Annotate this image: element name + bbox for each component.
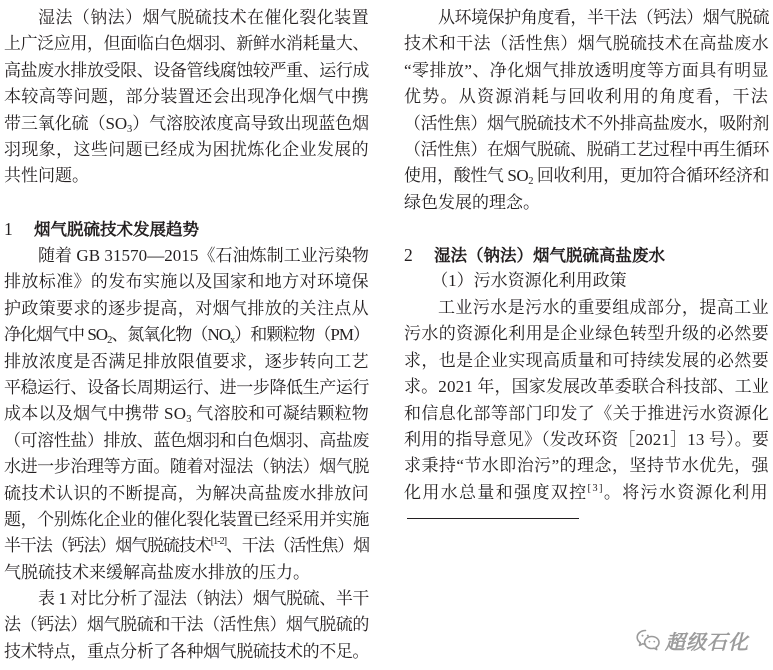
text-run: 、干法（活性焦）烟 bbox=[226, 536, 369, 556]
text-run: 本较高等问题，部分装置还会出现净化烟气中携 bbox=[4, 87, 369, 107]
text-run: 求，也是企业实现高质量和可持续发展的必然要 bbox=[404, 350, 769, 370]
text-line bbox=[404, 348, 770, 374]
subscript: 2 bbox=[107, 335, 112, 347]
text-line bbox=[4, 111, 370, 137]
section-title: 湿法（钠法）烟气脱硫高盐废水 bbox=[434, 246, 665, 265]
text-run: ）气溶胶浓度高导致出现蓝色烟 bbox=[132, 113, 370, 133]
text-line bbox=[404, 321, 770, 347]
text-run: 污水的资源化利用是企业绿色转型升级的必然要 bbox=[404, 324, 769, 344]
text-run: 半干法（钙法）烟气脱硫技术 bbox=[4, 536, 211, 556]
watermark-text: 超级石化 bbox=[665, 629, 749, 654]
text-line bbox=[4, 31, 370, 57]
text-line bbox=[4, 349, 370, 375]
text-run: 、氮氧化物（NO bbox=[111, 325, 231, 345]
text-run: 技术特点，重点分析了各种烟气脱硫技术的不足。 bbox=[4, 641, 369, 661]
text-run: 利用的指导意见》（发改环资［2021］13 号）。要 bbox=[404, 429, 769, 449]
text-line bbox=[404, 5, 770, 31]
section-1-paragraph-1 bbox=[4, 243, 370, 586]
text-line bbox=[4, 481, 370, 507]
text-run: 随着 GB 31570—2015《石油炼制工业污染物 bbox=[38, 246, 369, 265]
text-run: 平稳运行、设备长周期运行、进一步降低生产运行 bbox=[4, 377, 369, 397]
text-run: 护政策要求的逐步提高，对烟气排放的关注点从 bbox=[4, 298, 369, 318]
text-run: 高盐废水排放受限、设备管线腐蚀较严重、运行成 bbox=[4, 60, 369, 80]
watermark bbox=[636, 626, 749, 654]
text-run: 求。2021 年，国家发展改革委联合科技部、工业 bbox=[404, 377, 769, 397]
text-line bbox=[404, 58, 770, 84]
text-run: 成本以及烟气中携带 SO bbox=[4, 404, 187, 424]
section-number: 2 bbox=[404, 245, 413, 265]
text-line bbox=[4, 322, 370, 348]
section-title: 烟气脱硫技术发展趋势 bbox=[34, 220, 199, 239]
text-run: 上广泛应用，但面临白色烟羽、新鲜水消耗量大、 bbox=[4, 34, 369, 54]
text-line bbox=[4, 296, 370, 322]
right-column bbox=[404, 0, 770, 670]
text-line bbox=[4, 533, 370, 559]
left-intro-paragraph bbox=[4, 5, 370, 190]
citation-marker: [3] bbox=[587, 482, 604, 494]
text-run: 和信息化部等部门印发了《关于推进污水资源化 bbox=[404, 403, 769, 423]
section-2-heading bbox=[404, 242, 770, 268]
text-run: 技术和干法（活性焦）烟气脱硫技术在高盐废水 bbox=[404, 34, 769, 54]
text-line bbox=[404, 111, 770, 137]
text-line bbox=[4, 454, 370, 480]
text-run: 羽现象，这些问题已经成为困扰炼化企业发展的 bbox=[4, 139, 369, 159]
section-2-paragraph-1 bbox=[404, 295, 770, 506]
subscript: x bbox=[230, 335, 235, 347]
text-line bbox=[4, 639, 370, 665]
citation-marker: [1-2] bbox=[210, 536, 226, 548]
text-line bbox=[404, 427, 770, 453]
text-run: 共性问题。 bbox=[4, 166, 89, 186]
text-run: 绿色发展的理念。 bbox=[404, 192, 540, 212]
text-line bbox=[4, 137, 370, 163]
subscript: 3 bbox=[127, 123, 133, 135]
text-line bbox=[4, 507, 370, 533]
text-run: 排放浓度是否满足排放限值要求，逐步转向工艺 bbox=[4, 351, 369, 371]
text-run: 求秉持“节水即治污”的理念，坚持节水优先，强 bbox=[404, 456, 769, 476]
text-line bbox=[4, 269, 370, 295]
text-run: “零排放”、净化烟气排放透明度等方面具有明显 bbox=[404, 60, 769, 80]
text-run: 使用，酸性气 SO bbox=[404, 166, 529, 186]
text-run: （可溶性盐）排放、蓝色烟羽和白色烟羽、高盐废 bbox=[4, 430, 369, 450]
left-column bbox=[4, 0, 370, 670]
text-run: 。将污水资源化利用 bbox=[603, 482, 770, 502]
text-run: 气溶胶和可凝结颗粒物 bbox=[191, 404, 370, 424]
section-number: 1 bbox=[4, 219, 13, 239]
text-line bbox=[404, 401, 770, 427]
subscript: 3 bbox=[186, 414, 192, 426]
subscript: 2 bbox=[528, 176, 534, 188]
section-1-heading bbox=[4, 216, 370, 242]
text-line bbox=[4, 428, 370, 454]
wechat-icon bbox=[636, 629, 660, 651]
footnote-separator bbox=[407, 518, 579, 519]
text-line bbox=[4, 401, 370, 427]
text-line bbox=[404, 163, 770, 189]
section-1-paragraph-2 bbox=[4, 586, 370, 665]
text-line bbox=[404, 453, 770, 479]
text-line bbox=[4, 375, 370, 401]
text-line bbox=[4, 560, 370, 586]
text-line bbox=[404, 190, 770, 216]
text-line bbox=[4, 84, 370, 110]
text-run: 排放标准》的发布实施以及国家和地方对环境保 bbox=[4, 272, 369, 292]
text-run: 带三氧化硫（SO bbox=[4, 113, 128, 133]
text-run: （活性焦）烟气脱硫技术不外排高盐废水，吸附剂 bbox=[404, 113, 769, 133]
text-run: 湿法（钠法）烟气脱硫技术在催化裂化装置 bbox=[38, 8, 369, 27]
text-run: 优势。从资源消耗与回收利用的角度看，干法 bbox=[404, 87, 769, 107]
text-line bbox=[4, 243, 370, 269]
text-line bbox=[404, 31, 770, 57]
text-line bbox=[404, 374, 770, 400]
text-run: 净化烟气中 SO bbox=[4, 325, 108, 345]
text-line bbox=[404, 84, 770, 110]
text-run: 法（钙法）烟气脱硫和干法（活性焦）烟气脱硫的 bbox=[4, 615, 369, 635]
text-run: 工业污水是污水的重要组成部分，提高工业 bbox=[438, 298, 769, 317]
text-line bbox=[4, 5, 370, 31]
text-run: 题，个别炼化企业的催化裂化装置已经采用并实施 bbox=[4, 509, 369, 529]
text-run: ）和颗粒物（PM） bbox=[234, 325, 369, 345]
text-run: 从环境保护角度看，半干法（钙法）烟气脱硫 bbox=[438, 8, 769, 27]
text-run: （活性焦）在烟气脱硫、脱硝工艺过程中再生循环 bbox=[404, 139, 769, 159]
text-line bbox=[4, 586, 370, 612]
text-line bbox=[4, 612, 370, 638]
text-run: 表 1 对比分析了湿法（钠法）烟气脱硫、半干 bbox=[38, 589, 369, 608]
text-run: 气脱硫技术来缓解高盐废水排放的压力。 bbox=[4, 562, 310, 582]
text-run: 回收利用，更加符合循环经济和 bbox=[533, 166, 770, 186]
text-line bbox=[4, 163, 370, 189]
text-line bbox=[4, 58, 370, 84]
text-line bbox=[404, 137, 770, 163]
text-line bbox=[404, 295, 770, 321]
text-run: 水进一步治理等方面。随着对湿法（钠法）烟气脱 bbox=[4, 457, 369, 477]
text-run: 硫技术认识的不断提高，为解决高盐废水排放问 bbox=[4, 483, 369, 503]
right-intro-paragraph bbox=[404, 5, 770, 216]
subsection-1-heading: （1）污水资源化利用政策 bbox=[431, 271, 627, 290]
text-line bbox=[404, 480, 770, 506]
text-run: 化用水总量和强度双控 bbox=[404, 482, 588, 502]
